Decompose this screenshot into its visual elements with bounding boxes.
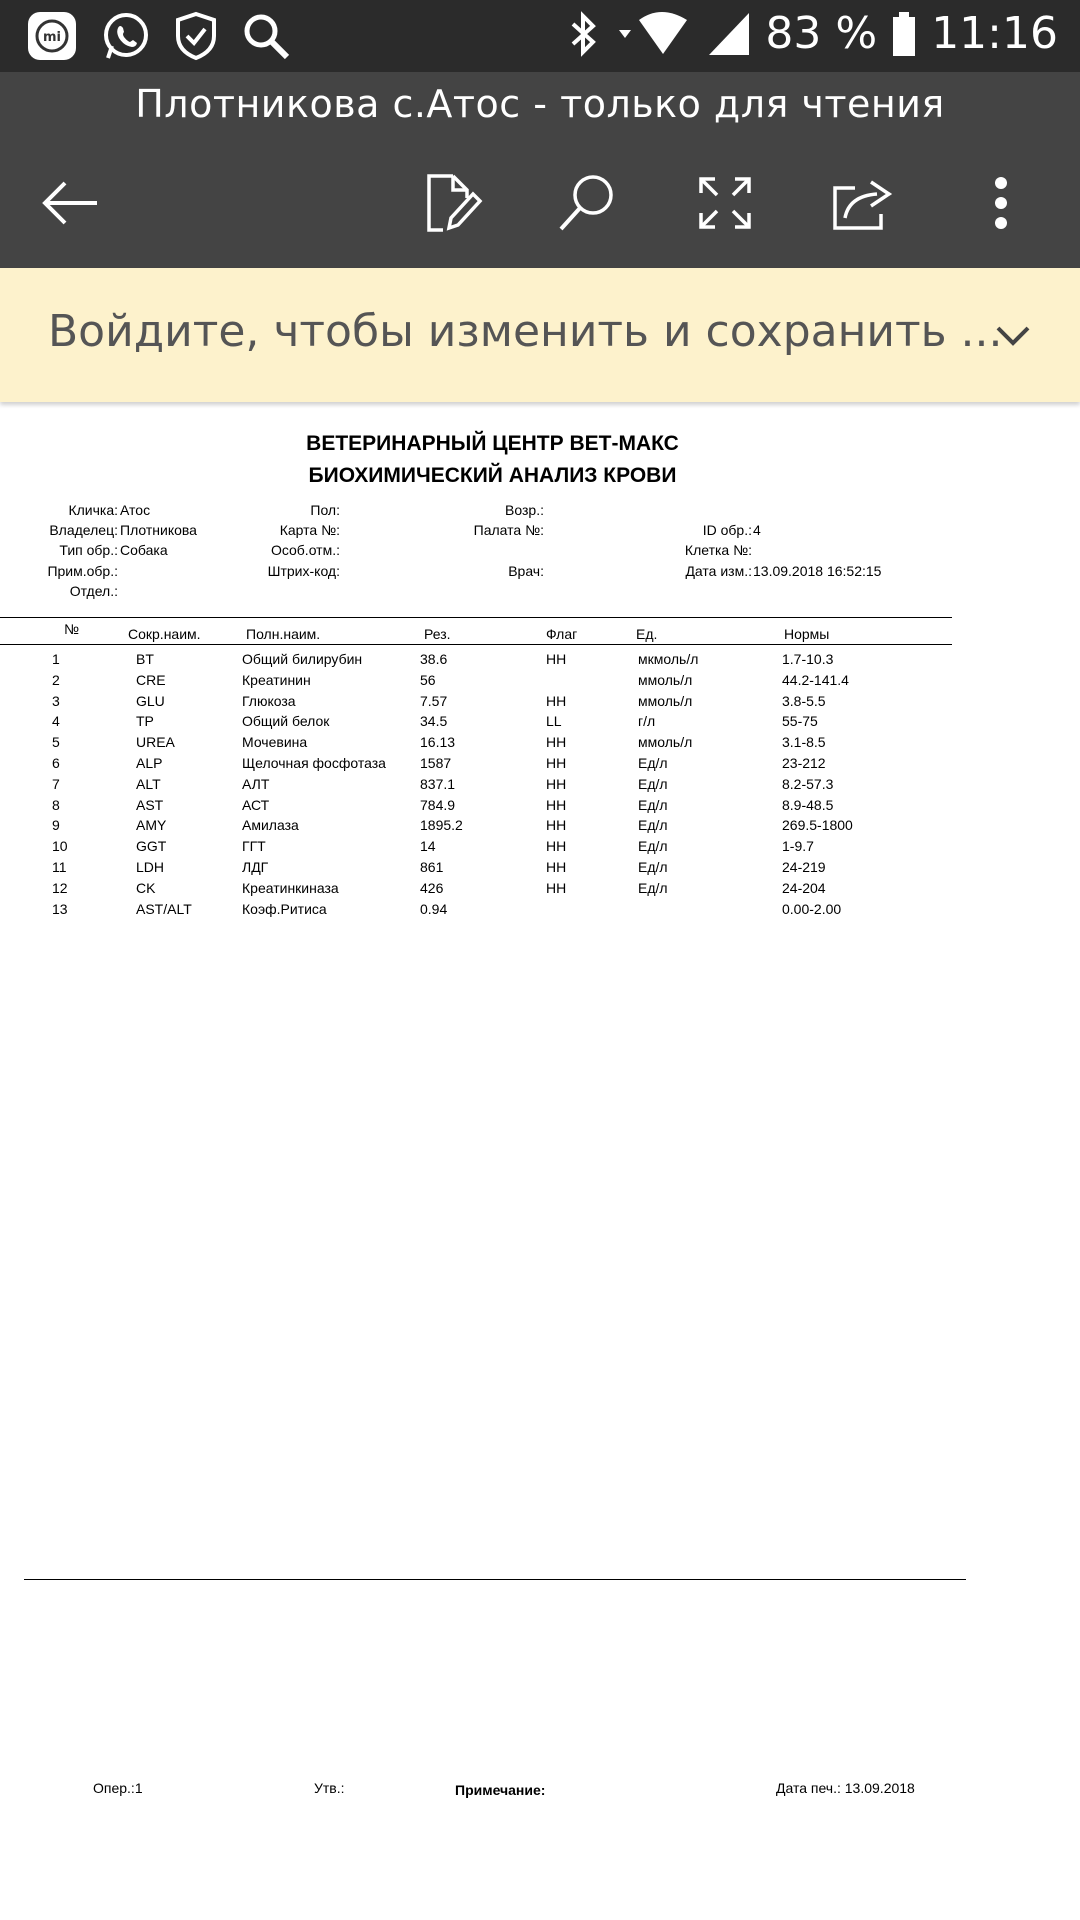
report-subheading: БИОХИМИЧЕСКИЙ АНАЛИЗ КРОВИ	[308, 464, 677, 487]
cell-num: 13	[52, 900, 68, 917]
field-label-date: Дата изм.:	[685, 563, 752, 579]
cell-res: 1895.2	[420, 817, 463, 834]
cell-unit: Ед/л	[638, 775, 668, 792]
footer-oper-value: 1	[134, 1780, 143, 1796]
banner-text: Войдите, чтобы изменить и сохранить ...	[48, 306, 1003, 357]
cell-num: 10	[52, 838, 68, 855]
col-header-flag: Флаг	[546, 626, 578, 642]
cell-flag: HH	[546, 859, 567, 875]
field-value-type: Собака	[120, 542, 168, 558]
more-options-button[interactable]	[966, 168, 1036, 238]
cell-flag: HH	[546, 838, 567, 855]
cell-full: Креатинкиназа	[242, 879, 339, 896]
document-page	[0, 402, 1080, 1920]
mi-icon	[26, 10, 78, 62]
cell-num: 4	[52, 713, 60, 730]
cell-unit: Ед/л	[638, 859, 668, 875]
field-label-note: Прим.обр.:	[47, 563, 118, 579]
cell-norm: 24-204	[782, 879, 826, 896]
status-bar	[0, 0, 1080, 72]
field-label-card: Карта №:	[279, 522, 340, 538]
field-label-ward: Палата №:	[473, 522, 544, 538]
field-value-id: 4	[753, 522, 761, 538]
cell-unit: мкмоль/л	[638, 651, 699, 667]
cell-res: 14	[420, 838, 436, 855]
field-value-owner: Плотникова	[120, 522, 197, 538]
cell-num: 12	[52, 879, 68, 896]
cell-res: 0.94	[420, 900, 448, 917]
cell-norm: 0.00-2.00	[782, 900, 842, 917]
cell-num: 8	[52, 796, 60, 813]
footer-print-date	[776, 1780, 915, 1796]
cell-unit: Ед/л	[638, 796, 668, 813]
cell-abbr: GLU	[136, 692, 165, 709]
cell-abbr: CK	[136, 879, 156, 896]
cell-flag: HH	[546, 734, 567, 751]
table-row	[0, 880, 1000, 901]
cell-num: 6	[52, 755, 60, 771]
cell-num: 7	[52, 775, 60, 792]
cell-abbr: LDH	[136, 859, 165, 875]
field-value-date: 13.09.2018 16:52:15	[753, 563, 882, 579]
cell-norm: 3.8-5.5	[782, 692, 826, 709]
cell-norm: 3.1-8.5	[782, 734, 826, 751]
field-label-cell: Клетка №:	[684, 542, 752, 558]
cell-flag: HH	[546, 775, 567, 792]
cell-norm: 44.2-141.4	[782, 671, 849, 688]
cell-abbr: UREA	[136, 734, 175, 751]
cell-norm: 24-219	[782, 859, 826, 875]
cell-abbr: AMY	[136, 817, 167, 834]
table-row	[0, 734, 1000, 755]
cell-unit: ммоль/л	[638, 692, 693, 709]
cell-flag: HH	[546, 755, 567, 771]
cell-num: 3	[52, 692, 60, 709]
report-heading: ВЕТЕРИНАРНЫЙ ЦЕНТР ВЕТ-МАКС	[306, 432, 679, 455]
cell-unit: Ед/л	[638, 879, 668, 896]
footer-remark-label: Примечание:	[455, 1782, 546, 1798]
table-top-rule	[0, 617, 952, 618]
field-label-sex: Пол:	[310, 502, 340, 518]
cell-res: 426	[420, 879, 444, 896]
cell-norm: 269.5-1800	[782, 817, 853, 834]
footer-oper-label: Опер.:	[93, 1780, 135, 1796]
cell-full: Креатинин	[242, 671, 311, 688]
table-row	[0, 672, 1000, 693]
cell-unit: ммоль/л	[638, 671, 693, 688]
cell-norm: 55-75	[782, 713, 818, 730]
field-label-special: Особ.отм.:	[270, 542, 340, 558]
table-row	[0, 901, 1000, 922]
cell-flag: LL	[546, 713, 562, 730]
more-icon	[991, 175, 1011, 231]
col-header-res: Рез.	[424, 626, 451, 642]
cell-full: Общий билирубин	[242, 651, 363, 667]
cell-res: 34.5	[420, 713, 448, 730]
document-title: Плотникова с.Атос - только для чтения	[135, 82, 945, 126]
battery-icon	[891, 10, 917, 58]
cell-res: 861	[420, 859, 444, 875]
battery-percent: 83 %	[765, 8, 878, 59]
cell-flag: HH	[546, 879, 567, 896]
cell-abbr: ALP	[136, 755, 163, 771]
footer-rule	[24, 1579, 966, 1580]
cell-unit: Ед/л	[638, 838, 668, 855]
back-button[interactable]	[36, 168, 106, 238]
cell-norm: 1-9.7	[782, 838, 814, 855]
edit-button[interactable]	[418, 168, 488, 238]
cell-norm: 8.2-57.3	[782, 775, 834, 792]
field-label-id: ID обр.:	[702, 522, 752, 538]
col-header-num: №	[64, 621, 80, 637]
cell-num: 5	[52, 734, 60, 751]
search-icon	[240, 10, 292, 62]
table-header-rule	[0, 644, 952, 645]
table-row	[0, 713, 1000, 734]
signal-icon	[707, 11, 751, 57]
table-row	[0, 797, 1000, 818]
sign-in-banner[interactable]	[0, 268, 1080, 402]
cell-res: 837.1	[420, 775, 456, 792]
cell-full: Амилаза	[242, 817, 299, 834]
cell-res: 7.57	[420, 692, 448, 709]
footer-oper	[93, 1780, 143, 1796]
cell-unit: Ед/л	[638, 817, 668, 834]
field-label-klichka: Кличка:	[68, 502, 118, 518]
field-label-age: Возр.:	[505, 502, 544, 518]
svg-text:mi: mi	[42, 30, 62, 45]
cell-res: 784.9	[420, 796, 456, 813]
footer-approved-label: Утв.:	[314, 1780, 345, 1796]
footer-print-label: Дата печ.:	[776, 1780, 841, 1796]
edit-doc-icon	[423, 172, 483, 234]
table-row	[0, 859, 1000, 880]
table-row	[0, 651, 1000, 672]
cell-unit: Ед/л	[638, 755, 668, 771]
whatsapp-icon	[100, 10, 152, 62]
cell-full: Общий белок	[242, 713, 330, 730]
footer-print-value: 13.09.2018	[844, 1780, 915, 1796]
wifi-icon	[615, 10, 693, 58]
table-row	[0, 693, 1000, 714]
table-row	[0, 755, 1000, 776]
col-header-abbr: Сокр.наим.	[128, 626, 201, 642]
table-row	[0, 776, 1000, 797]
cell-unit: г/л	[638, 713, 656, 730]
fullscreen-button[interactable]	[690, 168, 760, 238]
cell-res: 1587	[420, 755, 452, 771]
field-label-owner: Владелец:	[49, 522, 118, 538]
cell-num: 9	[52, 817, 60, 834]
cell-unit: ммоль/л	[638, 734, 693, 751]
table-row	[0, 838, 1000, 859]
share-button[interactable]	[828, 168, 898, 238]
field-label-dept: Отдел.:	[69, 583, 118, 599]
cell-num: 1	[52, 651, 60, 667]
cell-num: 2	[52, 671, 60, 688]
cell-flag: HH	[546, 651, 567, 667]
cell-res: 38.6	[420, 651, 448, 667]
cell-norm: 1.7-10.3	[782, 651, 834, 667]
cell-full: Щелочная фосфотаза	[242, 755, 386, 771]
search-icon	[557, 173, 617, 233]
fullscreen-icon	[697, 175, 753, 231]
cell-abbr: BT	[136, 651, 154, 667]
col-header-unit: Ед.	[636, 626, 658, 642]
cell-full: ГГТ	[242, 838, 266, 855]
chevron-down-icon	[988, 310, 1038, 360]
cell-abbr: AST	[136, 796, 164, 813]
field-label-type: Тип обр.:	[59, 542, 118, 558]
cell-full: Коэф.Ритиса	[242, 900, 327, 917]
col-header-full: Полн.наим.	[246, 626, 321, 642]
shield-check-icon	[174, 11, 218, 61]
expand-banner-button[interactable]	[988, 310, 1038, 360]
field-label-doctor: Врач:	[508, 563, 544, 579]
cell-norm: 23-212	[782, 755, 826, 771]
cell-abbr: CRE	[136, 671, 166, 688]
cell-full: ЛДГ	[242, 859, 269, 875]
table-row	[0, 817, 1000, 838]
cell-abbr: GGT	[136, 838, 167, 855]
cell-full: АСТ	[242, 796, 270, 813]
back-arrow-icon	[41, 178, 101, 228]
cell-full: Глюкоза	[242, 692, 296, 709]
cell-full: АЛТ	[242, 775, 270, 792]
cell-flag: HH	[546, 692, 567, 709]
field-value-klichka: Атос	[120, 502, 151, 518]
cell-abbr: ALT	[136, 775, 161, 792]
cell-full: Мочевина	[242, 734, 308, 751]
cell-res: 16.13	[420, 734, 456, 751]
cell-flag: HH	[546, 817, 567, 834]
cell-num: 11	[52, 859, 67, 875]
search-button[interactable]	[552, 168, 622, 238]
cell-res: 56	[420, 671, 436, 688]
cell-flag: HH	[546, 796, 567, 813]
app-bar	[0, 72, 1080, 268]
share-icon	[831, 174, 895, 232]
clock: 11:16	[931, 8, 1058, 59]
cell-abbr: AST/ALT	[136, 900, 192, 917]
bluetooth-icon	[567, 10, 601, 58]
col-header-norm: Нормы	[784, 626, 830, 642]
field-label-barcode: Штрих-код:	[267, 563, 340, 579]
cell-abbr: TP	[136, 713, 154, 730]
cell-norm: 8.9-48.5	[782, 796, 834, 813]
